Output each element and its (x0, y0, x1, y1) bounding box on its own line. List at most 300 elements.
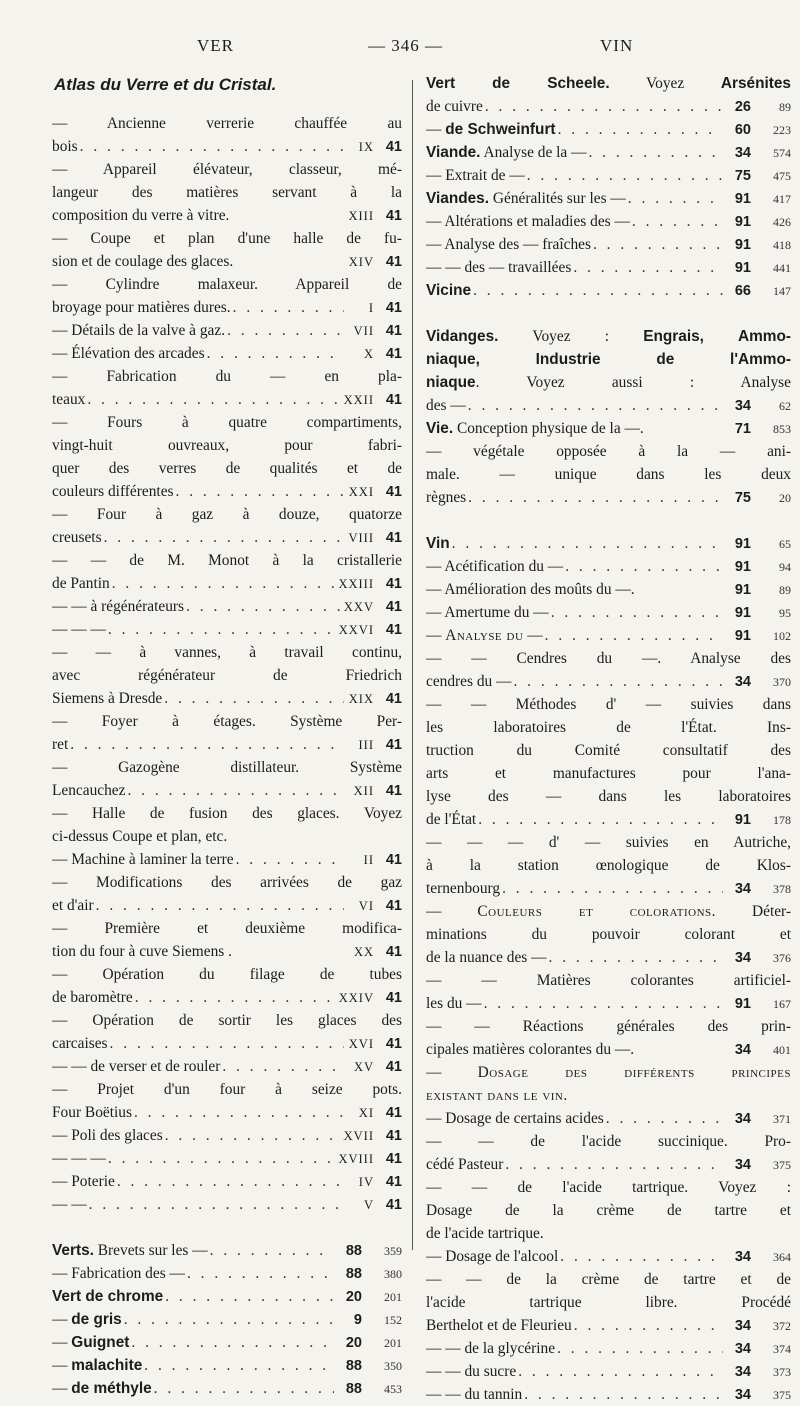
dot-leader (152, 1377, 334, 1400)
entry-text: — — (52, 1196, 87, 1213)
page-reference: 201 (384, 1336, 402, 1350)
index-line (426, 1038, 791, 1061)
volume-number: 41 (385, 1197, 402, 1213)
entry-text: les du — (426, 995, 482, 1012)
volume-number: 41 (385, 1151, 402, 1167)
volume-number: 41 (385, 300, 402, 316)
entry-text: Vie. Conception physique de la —. (426, 420, 644, 437)
volume-number: 91 (734, 628, 751, 644)
entry-text: bois (52, 138, 78, 155)
volume-number: 41 (385, 737, 402, 753)
volume-number: 88 (345, 1266, 362, 1282)
entry-text: à la station œnologique de Klos- (426, 857, 791, 874)
page-reference: 89 (779, 583, 791, 597)
plate-number: XIII (348, 209, 374, 223)
entry-text: ci-dessus Coupe et plan, etc. (52, 828, 228, 845)
entry-keyword: Guignet (71, 1334, 130, 1351)
entry-keyword: Viande. (426, 144, 481, 161)
page-reference: 201 (384, 1290, 402, 1304)
index-line (426, 1314, 791, 1337)
volume-number: 20 (345, 1289, 362, 1305)
entry-text: — Gazogène distillateur. Système (52, 759, 402, 776)
entry-keyword: Viandes. (426, 190, 490, 207)
entry-text: Lencauchez (52, 782, 126, 799)
page-reference: 401 (773, 1043, 791, 1057)
volume-number: 91 (734, 260, 751, 276)
index-line (426, 279, 791, 302)
volume-number: 91 (734, 214, 751, 230)
dot-leader (511, 670, 723, 693)
entry-text: Berthelot et de Fleurieu (426, 1317, 572, 1334)
volume-number: 41 (385, 691, 402, 707)
dot-leader (571, 256, 723, 279)
dot-leader (78, 135, 344, 158)
index-line (52, 1377, 402, 1400)
entry-keyword: Vicine (426, 282, 472, 299)
dot-leader (450, 532, 723, 555)
entry-text: — Fabrication du — en pla- (52, 368, 402, 385)
dot-leader (106, 1147, 339, 1170)
entry-keyword: niaque (426, 374, 476, 391)
dot-leader (110, 572, 339, 595)
index-line (52, 618, 402, 641)
index-line (52, 1101, 402, 1124)
entry-keyword: Vie. (426, 420, 454, 437)
entry-text: — — du tannin (426, 1386, 523, 1403)
volume-number: 75 (734, 490, 751, 506)
entry-keyword: niaque, Industrie de l'Ammo- (426, 351, 791, 368)
entry-text: — Modifications des arrivées de gaz (52, 874, 402, 891)
index-line (426, 1061, 791, 1084)
volume-number: 71 (734, 421, 751, 437)
index-line (52, 963, 402, 986)
entry-keyword: Vert de Scheele. (426, 75, 610, 92)
plate-number: IV (358, 1175, 374, 1189)
blank-line (426, 509, 791, 532)
index-line (426, 141, 791, 164)
dot-leader (163, 1124, 344, 1147)
entry-text: — — Cendres du —. Analyse des (426, 650, 791, 667)
index-line (52, 871, 402, 894)
column-divider (412, 80, 413, 1250)
entry-text: — Poterie (52, 1173, 115, 1190)
volume-number: 41 (385, 783, 402, 799)
entry-text: composition du verre à vitre. (52, 207, 230, 224)
page-reference: 370 (773, 675, 791, 689)
dot-leader (68, 733, 344, 756)
index-line (52, 733, 402, 756)
volume-number: 41 (385, 139, 402, 155)
plate-number: VI (358, 899, 374, 913)
index-line (52, 1009, 402, 1032)
entry-text: Viande. Analyse de la — (426, 144, 587, 161)
entry-subheading: existant dans le vin. (426, 1087, 568, 1104)
volume-number: 88 (345, 1243, 362, 1259)
index-line (426, 164, 791, 187)
dot-leader (549, 601, 723, 624)
entry-text: — — — (52, 621, 106, 638)
index-line (426, 371, 791, 394)
volume-number: 34 (734, 1042, 751, 1058)
volume-number: 41 (385, 1105, 402, 1121)
entry-text (426, 1087, 568, 1104)
dot-leader (185, 1262, 334, 1285)
index-line (426, 693, 791, 716)
entry-text: règnes (426, 489, 467, 506)
page-reference: 475 (773, 169, 791, 183)
entry-text: — Cylindre malaxeur. Appareil de (52, 276, 402, 293)
entry-text: — Opération du filage de tubes (52, 966, 402, 983)
volume-number: 66 (734, 283, 751, 299)
page-reference: 417 (773, 192, 791, 206)
page-reference: 350 (384, 1359, 402, 1373)
page-reference: 20 (779, 491, 791, 505)
entry-subheading: Dosage des différents principes (477, 1064, 791, 1081)
index-line (52, 1308, 402, 1331)
index-line (52, 158, 402, 181)
dot-leader (231, 296, 344, 319)
index-line (426, 1107, 791, 1130)
index-line (426, 923, 791, 946)
dot-leader (94, 894, 344, 917)
page-reference: 89 (779, 100, 791, 114)
entry-text: — Foyer à étages. Système Per- (52, 713, 402, 730)
dot-leader (482, 992, 723, 1015)
blank-line (52, 1216, 402, 1239)
entry-text: — — Méthodes d' — suivies dans (426, 696, 791, 713)
index-line (52, 1032, 402, 1055)
index-line (426, 1199, 791, 1222)
volume-number: 41 (385, 1174, 402, 1190)
entry-text: de baromètre (52, 989, 133, 1006)
index-line (426, 555, 791, 578)
volume-number: 41 (385, 990, 402, 1006)
entry-text (52, 1285, 163, 1308)
index-line (426, 233, 791, 256)
index-line (426, 1291, 791, 1314)
dot-leader (125, 779, 344, 802)
entry-text: avec régénérateur de Friedrich (52, 667, 402, 684)
index-line (52, 342, 402, 365)
entry-text: Dosage de la crème de tartre et (426, 1202, 791, 1219)
entry-text: — — des — travaillées (426, 259, 572, 276)
entry-text: lyse des — dans les laboratoires (426, 788, 791, 805)
index-line (52, 227, 402, 250)
dot-leader (466, 486, 723, 509)
entry-keyword: Vin (426, 535, 450, 552)
entry-text: teaux (52, 391, 86, 408)
index-line (52, 894, 402, 917)
entry-text (426, 532, 450, 555)
entry-text: cipales matières colorantes du —. (426, 1041, 635, 1058)
plate-number: XVI (348, 1037, 374, 1051)
index-line (426, 1268, 791, 1291)
dot-leader (500, 877, 723, 900)
header-right-keyword: VIN (600, 36, 634, 55)
entry-subheading: Analyse du (445, 627, 524, 644)
dot-leader (476, 808, 723, 831)
volume-number: 34 (734, 881, 751, 897)
index-line (426, 118, 791, 141)
entry-text: broyage pour matières dures. (52, 299, 231, 316)
volume-number: 91 (734, 237, 751, 253)
dot-leader (225, 319, 344, 342)
entry-text: minations du pouvoir colorant et (426, 926, 791, 943)
index-line (52, 1055, 402, 1078)
plate-number: XXI (348, 485, 374, 499)
entry-text: — Ancienne verrerie chauffée au (52, 115, 402, 132)
entry-text: — Halle de fusion des glaces. Voyez (52, 805, 402, 822)
entry-text: — de gris (52, 1311, 122, 1328)
entry-text: ternenbourg (426, 880, 501, 897)
entry-text: — — — d' — suivies en Autriche, (426, 834, 791, 851)
dot-leader (162, 687, 344, 710)
entry-text: — Fabrication des — (52, 1265, 185, 1282)
entry-text: de cuivre (426, 98, 483, 115)
entry-text: cédé Pasteur (426, 1156, 504, 1173)
dot-leader (108, 1032, 344, 1055)
index-line (52, 710, 402, 733)
page-reference: 373 (773, 1365, 791, 1379)
index-line (52, 411, 402, 434)
dot-leader (220, 1055, 344, 1078)
index-line (52, 1124, 402, 1147)
dot-leader (483, 95, 723, 118)
left-column (52, 72, 402, 1400)
entry-subheading: Couleurs et colorations. (477, 903, 717, 920)
entry-text: — Acétification du — (426, 558, 564, 575)
entry-text: — Détails de la valve à gaz. (52, 322, 226, 339)
dot-leader (547, 946, 723, 969)
index-line (426, 187, 791, 210)
entry-text: — de Schweinfurt (426, 121, 556, 138)
plate-number: XVIII (338, 1152, 374, 1166)
index-line (426, 877, 791, 900)
index-line (52, 135, 402, 158)
entry-text: vingt-huit ouvreaux, pour fabri- (52, 437, 402, 454)
volume-number: 41 (385, 208, 402, 224)
dot-leader (516, 1360, 723, 1383)
dot-leader (525, 164, 723, 187)
entry-text: Four Boëtius (52, 1104, 132, 1121)
dot-leader (132, 1101, 344, 1124)
dot-leader (555, 1337, 723, 1360)
blank-line (426, 302, 791, 325)
index-line (52, 756, 402, 779)
dot-leader (174, 480, 344, 503)
volume-number: 34 (734, 1111, 751, 1127)
index-line (426, 486, 791, 509)
plate-number: XXII (343, 393, 374, 407)
index-line (52, 250, 402, 273)
page-number: — 346 — (368, 36, 443, 55)
index-line (426, 440, 791, 463)
index-line (426, 348, 791, 371)
entry-text: — — du sucre (426, 1363, 517, 1380)
index-line (52, 181, 402, 204)
index-line (426, 532, 791, 555)
page-reference: 359 (384, 1244, 402, 1258)
plate-number: IX (358, 140, 374, 154)
volume-number: 91 (734, 605, 751, 621)
index-line (426, 417, 791, 440)
page-reference: 378 (773, 882, 791, 896)
entry-text: — — à vannes, à travail continu, (52, 644, 402, 661)
index-line (426, 1176, 791, 1199)
plate-number: XXV (343, 600, 374, 614)
page-reference: 95 (779, 606, 791, 620)
entry-text: — Amélioration des moûts du —. (426, 581, 635, 598)
index-line (426, 1337, 791, 1360)
index-line (426, 946, 791, 969)
dot-leader (85, 388, 343, 411)
entry-text: Verts. Brevets sur les — (52, 1242, 208, 1259)
entry-text: de Pantin (52, 575, 110, 592)
plate-number: I (368, 301, 374, 315)
index-line (426, 992, 791, 1015)
volume-number: 41 (385, 323, 402, 339)
index-line (52, 296, 402, 319)
entry-text: — malachite (52, 1357, 143, 1374)
page-reference: 441 (773, 261, 791, 275)
dot-leader (234, 848, 344, 871)
volume-number: 26 (734, 99, 751, 115)
index-line (426, 624, 791, 647)
entry-text: de l'État (426, 811, 477, 828)
index-line (52, 687, 402, 710)
page-reference: 65 (779, 537, 791, 551)
page-reference: 147 (773, 284, 791, 298)
page-reference: 380 (384, 1267, 402, 1281)
entry-text: Vert de Scheele. Voyez Arsénites (426, 75, 791, 92)
entry-text: l'acide tartrique libre. Procédé (426, 1294, 791, 1311)
index-line (426, 463, 791, 486)
index-line (52, 204, 402, 227)
volume-number: 34 (734, 1249, 751, 1265)
index-line (426, 900, 791, 923)
page-reference: 372 (773, 1319, 791, 1333)
entry-keyword: Engrais, Ammo- (643, 328, 791, 345)
dot-leader (184, 595, 344, 618)
dot-leader (556, 118, 723, 141)
index-line (52, 641, 402, 664)
index-line (426, 325, 791, 348)
page-reference: 371 (773, 1112, 791, 1126)
volume-number: 91 (734, 582, 751, 598)
dot-leader (503, 1153, 723, 1176)
entry-keyword: Arsénites (720, 75, 791, 92)
index-line (426, 1222, 791, 1245)
entry-text: carcaises (52, 1035, 108, 1052)
entry-text: — Élévation des arcades (52, 345, 205, 362)
index-line (426, 670, 791, 693)
index-line (52, 664, 402, 687)
page-reference: 418 (773, 238, 791, 252)
volume-number: 75 (734, 168, 751, 184)
volume-number: 88 (345, 1381, 362, 1397)
index-line (52, 1239, 402, 1262)
index-line (52, 572, 402, 595)
dot-leader (466, 394, 723, 417)
index-line (426, 210, 791, 233)
plate-number: XI (358, 1106, 374, 1120)
index-line (52, 917, 402, 940)
plate-number: III (358, 738, 374, 752)
entry-text: — de méthyle (52, 1380, 152, 1397)
right-entries (426, 72, 791, 1406)
dot-leader (163, 1285, 334, 1308)
entry-text: — Machine à laminer la terre (52, 851, 234, 868)
index-line (52, 940, 402, 963)
entry-text: — — de M. Monot à la cristallerie (52, 552, 402, 569)
entry-text: — Opération de sortir les glaces des (52, 1012, 402, 1029)
index-line (52, 480, 402, 503)
index-line (426, 72, 791, 95)
dot-leader (205, 342, 344, 365)
entry-text: niaque. Voyez aussi : Analyse (426, 374, 791, 391)
entry-text: — — Matières colorantes artificiel- (426, 972, 791, 989)
page-reference: 178 (773, 813, 791, 827)
volume-number: 41 (385, 484, 402, 500)
index-line (52, 1193, 402, 1216)
volume-number: 41 (385, 346, 402, 362)
dot-leader (208, 1239, 334, 1262)
page-reference: 375 (773, 1388, 791, 1402)
index-line (52, 434, 402, 457)
index-line (52, 319, 402, 342)
index-line (426, 95, 791, 118)
entry-text: Siemens à Dresde (52, 690, 163, 707)
volume-number: 20 (345, 1335, 362, 1351)
entry-text: — Analyse du — (426, 627, 543, 644)
plate-number: VII (353, 324, 374, 338)
page-reference: 223 (773, 123, 791, 137)
entry-keyword: de méthyle (71, 1380, 152, 1397)
index-line (426, 739, 791, 762)
entry-text: — Amertume du — (426, 604, 549, 621)
index-line (52, 1262, 402, 1285)
index-line (426, 716, 791, 739)
plate-number: VIII (348, 531, 374, 545)
dot-leader (102, 526, 344, 549)
dot-leader (142, 1354, 334, 1377)
right-column (426, 72, 791, 1406)
index-line (52, 1285, 402, 1308)
volume-number: 34 (734, 1364, 751, 1380)
entry-text: — Couleurs et colorations. Déter- (426, 903, 791, 920)
entry-text: — — de l'acide succinique. Pro- (426, 1133, 791, 1150)
entry-text: — Coupe et plan d'une halle de fu- (52, 230, 402, 247)
entry-text: — Dosage de l'alcool (426, 1248, 559, 1265)
volume-number: 88 (345, 1358, 362, 1374)
volume-number: 91 (734, 996, 751, 1012)
volume-number: 41 (385, 898, 402, 914)
index-line (426, 1383, 791, 1406)
entry-text: — Four à gaz à douze, quatorze (52, 506, 402, 523)
dot-leader (586, 141, 723, 164)
page-reference: 167 (773, 997, 791, 1011)
index-line (426, 1015, 791, 1038)
index-line (426, 601, 791, 624)
index-line (52, 1331, 402, 1354)
plate-number: XXIV (338, 991, 374, 1005)
volume-number: 41 (385, 254, 402, 270)
entry-text: arts et manufactures pour l'ana- (426, 765, 791, 782)
index-line (426, 1245, 791, 1268)
page-reference: 62 (779, 399, 791, 413)
index-line (426, 831, 791, 854)
entry-keyword: Vidanges. (426, 328, 499, 345)
